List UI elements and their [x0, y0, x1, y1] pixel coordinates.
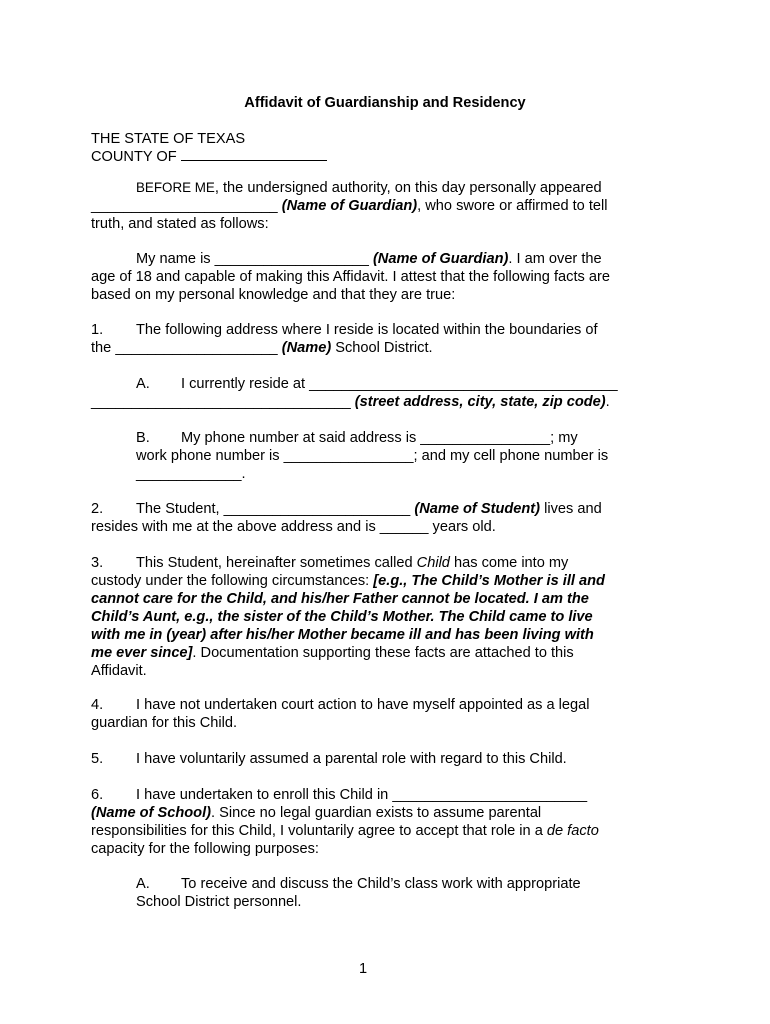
county-blank	[181, 149, 327, 161]
item-1b: B. My phone number at said address is ________________; my work phone number is ________________; and my cell phone number is _____________.	[136, 430, 609, 482]
page-number: 1	[358, 961, 368, 977]
item-6a: A. To receive and discuss the Child’s class work with appropriate School District personnel.	[136, 876, 581, 910]
item-5: 5. I have voluntarily assumed a parental role with regard to this Child.	[91, 751, 567, 767]
item-number: 1.	[91, 322, 104, 338]
student-name-label: (Name of Student)	[414, 501, 541, 517]
guardian-name-label: (Name of Guardian)	[372, 251, 509, 267]
document-title: Affidavit of Guardianship and Residency	[244, 95, 526, 111]
item-4: 4. I have not undertaken court action to have myself appointed as a legal guardian for this Child.	[91, 697, 590, 731]
item-letter: B.	[136, 430, 150, 446]
item-number: 3.	[91, 555, 104, 571]
item-number: 2.	[91, 501, 104, 517]
school-name-label: (Name of School)	[91, 805, 211, 821]
item-1a: A. I currently reside at ______________________________________ ________________________________ (street address, city, state, zip code).	[91, 376, 618, 410]
item-number: 6.	[91, 787, 104, 803]
statement-paragraph: My name is ___________________ (Name of Guardian). I am over the age of 18 and capable of making this Affidavit. I attest that the following facts are based on my personal knowledge and that they are true:	[91, 251, 610, 303]
intro-paragraph: BEFORE ME, the undersigned authority, on this day personally appeared _______________________ (Name of Guardian), who swore or affirmed to tell truth, and stated as follows:	[91, 180, 608, 232]
guardian-name-label: (Name of Guardian)	[281, 198, 418, 214]
item-letter: A.	[136, 876, 150, 892]
item-3: 3. This Student, hereinafter sometimes called Child has come into my custody under the following circumstances: [e.g., The Child’s Mother is ill and cannot care for the Child, and his/her Father cannot be located. I am the Child’s Aunt, e.g., the sister of the Child’s Mother. The Child came to live with me in (year) after his/her Mother became ill and has been living with me ever since]. Documentation supporting these facts are attached to this Affidavit.	[91, 555, 605, 679]
before-me-text: BEFORE ME	[136, 180, 215, 195]
item-letter: A.	[136, 376, 150, 392]
item-number: 4.	[91, 697, 104, 713]
item-2: 2. The Student, _______________________ (Name of Student) lives and resides with me at the above address and is ______ years old.	[91, 501, 602, 535]
venue-header	[91, 130, 651, 166]
item-number: 5.	[91, 751, 104, 767]
county-label: COUNTY OF	[91, 149, 177, 165]
address-label: (street address, city, state, zip code)	[354, 394, 606, 410]
district-name-label: (Name)	[281, 340, 332, 356]
county-line	[91, 148, 651, 166]
item-6: 6. I have undertaken to enroll this Child in ________________________ (Name of School). Since no legal guardian exists to assume parental responsibilities for this Child, I voluntarily agree to accept that role in a de facto capacity for the following purposes:	[91, 787, 599, 857]
item-1: 1. The following address where I reside is located within the boundaries of the ____________________ (Name) School District.	[91, 322, 598, 356]
state-line: THE STATE OF TEXAS	[91, 131, 246, 147]
